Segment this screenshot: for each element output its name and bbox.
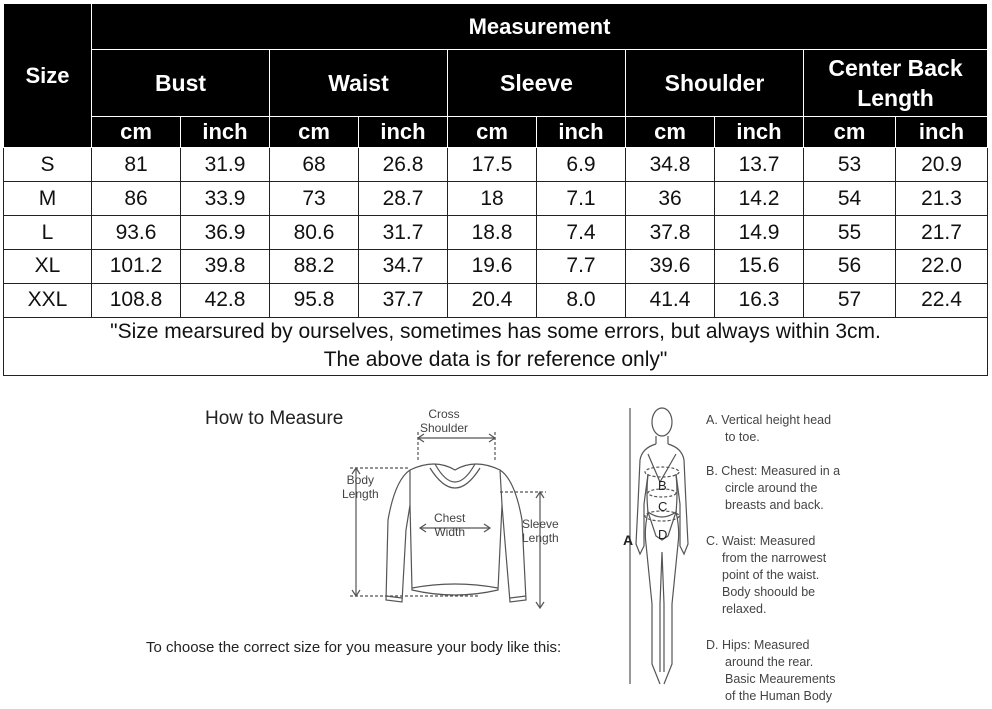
- reference-note: [4, 317, 988, 375]
- table-cell: 15.6: [715, 249, 804, 283]
- table-cell: 57: [804, 283, 896, 317]
- table-cell: 36: [626, 182, 715, 216]
- desc-c-line-5: relaxed.: [722, 602, 767, 616]
- table-cell: 26.8: [359, 148, 448, 182]
- table-cell: 56: [804, 249, 896, 283]
- cross-shoulder-label: [420, 407, 468, 435]
- group-header-bust: Bust: [92, 50, 270, 117]
- group-header-waist: Waist: [270, 50, 448, 117]
- choose-size-instruction: To choose the correct size for you measure your body like this:: [146, 639, 562, 656]
- table-cell: 36.9: [181, 216, 270, 250]
- table-cell: 13.7: [715, 148, 804, 182]
- chest-width-label: [434, 511, 465, 539]
- table-cell: 33.9: [181, 182, 270, 216]
- table-row: [4, 216, 988, 250]
- table-cell: 18.8: [448, 216, 537, 250]
- marker-b: B: [658, 478, 667, 493]
- how-to-measure-heading: How to Measure: [205, 408, 344, 429]
- desc-d: [706, 637, 835, 705]
- table-cell: 80.6: [270, 216, 359, 250]
- table-cell: 6.9: [537, 148, 626, 182]
- table-cell: 54: [804, 182, 896, 216]
- body-length-label-line-1: Body: [346, 473, 375, 487]
- table-cell: 41.4: [626, 283, 715, 317]
- size-header: Size: [4, 4, 92, 148]
- table-cell: 14.2: [715, 182, 804, 216]
- table-cell: 7.4: [537, 216, 626, 250]
- desc-d-line-4: of the Human Body: [725, 689, 833, 703]
- table-cell: 39.8: [181, 249, 270, 283]
- unit-row: [4, 116, 988, 148]
- desc-a: [706, 412, 831, 446]
- table-cell: 34.7: [359, 249, 448, 283]
- table-cell: 37.7: [359, 283, 448, 317]
- cross-shoulder-label-line-1: Cross: [428, 407, 460, 421]
- desc-c-line-2: from the narrowest: [722, 551, 827, 565]
- unit-header: inch: [181, 116, 270, 148]
- desc-b-line-3: breasts and back.: [725, 498, 824, 512]
- table-cell: 7.1: [537, 182, 626, 216]
- table-cell: 108.8: [92, 283, 181, 317]
- unit-header: cm: [626, 116, 715, 148]
- unit-header: cm: [270, 116, 359, 148]
- unit-header: inch: [896, 116, 988, 148]
- table-cell: 22.4: [896, 283, 988, 317]
- marker-c: C: [658, 499, 668, 514]
- sleeve-length-label-line-2: Length: [522, 531, 559, 545]
- table-cell: 8.0: [537, 283, 626, 317]
- unit-header: inch: [537, 116, 626, 148]
- table-cell: 88.2: [270, 249, 359, 283]
- chest-width-label-line-2: Width: [434, 525, 466, 539]
- measurement-header: Measurement: [92, 4, 988, 50]
- measure-guide: [0, 380, 992, 709]
- table-cell: 14.9: [715, 216, 804, 250]
- table-cell: 86: [92, 182, 181, 216]
- unit-header: inch: [359, 116, 448, 148]
- table-cell: 101.2: [92, 249, 181, 283]
- table-cell: 93.6: [92, 216, 181, 250]
- size-cell: XL: [4, 249, 92, 283]
- desc-a-line-1: A. Vertical height head: [706, 413, 832, 427]
- desc-d-line-3: Basic Meaurements: [725, 672, 836, 686]
- unit-header: cm: [92, 116, 181, 148]
- table-cell: 53: [804, 148, 896, 182]
- group-header-center-back-length: Center Back Length: [804, 50, 988, 117]
- cross-shoulder-label-line-2: Shoulder: [420, 421, 469, 435]
- size-cell: M: [4, 182, 92, 216]
- unit-header: inch: [715, 116, 804, 148]
- desc-d-line-2: around the rear.: [725, 655, 814, 669]
- table-cell: 28.7: [359, 182, 448, 216]
- table-cell: 31.7: [359, 216, 448, 250]
- table-cell: 21.3: [896, 182, 988, 216]
- desc-d-line-1: D. Hips: Measured: [706, 638, 810, 652]
- unit-header: cm: [804, 116, 896, 148]
- table-cell: 17.5: [448, 148, 537, 182]
- table-cell: 20.4: [448, 283, 537, 317]
- table-cell: 22.0: [896, 249, 988, 283]
- table-cell: 55: [804, 216, 896, 250]
- desc-c: [706, 533, 826, 618]
- size-cell: S: [4, 148, 92, 182]
- size-chart-table: [3, 3, 988, 376]
- desc-c-line-3: point of the waist.: [722, 568, 820, 582]
- size-rows: [4, 148, 988, 317]
- desc-b: [706, 463, 840, 514]
- table-cell: 95.8: [270, 283, 359, 317]
- table-cell: 19.6: [448, 249, 537, 283]
- unit-header: cm: [448, 116, 537, 148]
- table-cell: 31.9: [181, 148, 270, 182]
- note-line-2: The above data is for reference only": [323, 348, 668, 372]
- marker-a: A: [623, 532, 634, 548]
- sleeve-length-label-line-1: Sleeve: [522, 517, 559, 531]
- table-row: [4, 148, 988, 182]
- chest-width-label-line-1: Chest: [434, 511, 466, 525]
- table-cell: 39.6: [626, 249, 715, 283]
- group-header-shoulder: Shoulder: [626, 50, 804, 117]
- table-cell: 21.7: [896, 216, 988, 250]
- size-cell: XXL: [4, 283, 92, 317]
- table-cell: 37.8: [626, 216, 715, 250]
- table-cell: 7.7: [537, 249, 626, 283]
- desc-c-line-1: C. Waist: Measured: [706, 534, 816, 548]
- body-figure-icon: [620, 404, 710, 694]
- sleeve-length-label: [522, 517, 559, 545]
- size-cell: L: [4, 216, 92, 250]
- note-line-1: "Size mearsured by ourselves, sometimes has some errors, but always within 3cm.: [110, 320, 881, 344]
- table-cell: 20.9: [896, 148, 988, 182]
- body-length-label-line-2: Length: [342, 487, 379, 501]
- desc-c-line-4: Body shoould be: [722, 585, 816, 599]
- marker-d: D: [658, 527, 668, 542]
- body-length-label: [342, 473, 379, 501]
- desc-a-line-2: to toe.: [725, 430, 760, 444]
- table-cell: 16.3: [715, 283, 804, 317]
- table-cell: 73: [270, 182, 359, 216]
- table-cell: 18: [448, 182, 537, 216]
- table-row: [4, 249, 988, 283]
- table-cell: 68: [270, 148, 359, 182]
- table-cell: 81: [92, 148, 181, 182]
- group-header-sleeve: Sleeve: [448, 50, 626, 117]
- desc-b-line-1: B. Chest: Measured in a: [706, 464, 841, 478]
- table-cell: 34.8: [626, 148, 715, 182]
- table-cell: 42.8: [181, 283, 270, 317]
- table-row: [4, 182, 988, 216]
- table-row: [4, 283, 988, 317]
- desc-b-line-2: circle around the: [725, 481, 818, 495]
